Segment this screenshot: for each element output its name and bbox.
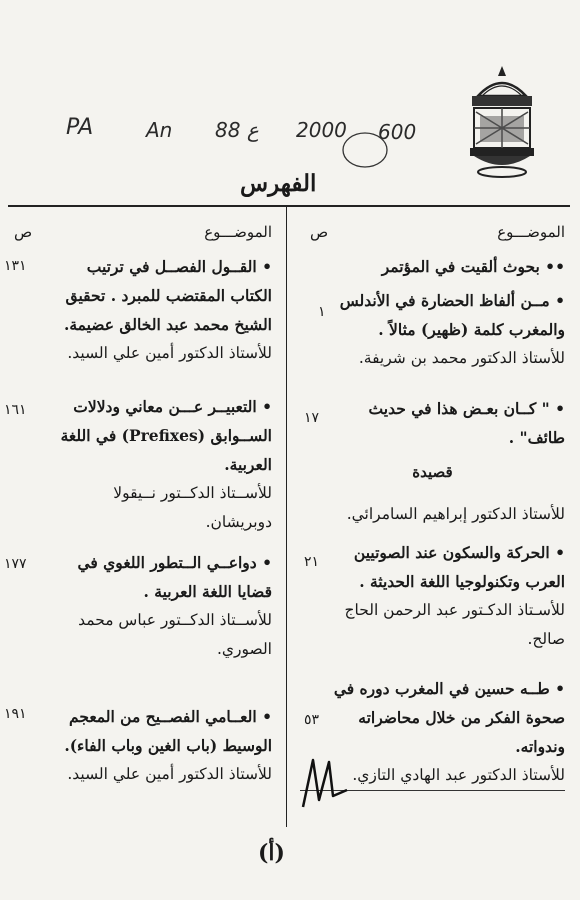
left-page-3: ١٩١ xyxy=(4,706,27,722)
entry-line: للأستاذ الدكتور محمد بن شريفة. xyxy=(358,349,565,367)
entry-line: صحوة الفكر من خلال محاضراته xyxy=(358,708,565,727)
entry-line: • " كــان بعـض هذا في حديث xyxy=(368,399,565,418)
footer-page-number: (أ) xyxy=(258,840,285,866)
entry-line: الشيخ محمد عبد الخالق عضيمة. xyxy=(63,315,272,334)
entry-line: للأستاذ الدكتور إبراهيم السامرائي. xyxy=(346,505,565,523)
right-entry-4 xyxy=(300,538,565,654)
entry-line: • دواعــي الــتطور اللغوي في xyxy=(77,553,272,572)
left-entry-0 xyxy=(10,252,272,368)
entry-line: للأستاذ الدكتور عبد الهادي التازي. xyxy=(300,761,565,791)
right-page-1: ١ xyxy=(318,304,326,320)
left-entry-3 xyxy=(10,702,272,789)
handwritten-circle xyxy=(340,130,390,170)
entry-line: والمغرب كلمة (ظهير) مثالاً . xyxy=(378,320,565,339)
entry-line: صالح. xyxy=(527,630,565,648)
entry-line: للأستاذ الدكتور أمين علي السيد. xyxy=(67,344,272,362)
left-entry-2 xyxy=(10,548,272,664)
entry-line: • الحركة والسكون عند الصوتيين xyxy=(353,543,565,562)
left-page-2: ١٧٧ xyxy=(4,556,27,572)
handwritten-note-2: An xyxy=(146,118,173,142)
entry-line: الكتاب المقتضب للمبرد . تحقيق xyxy=(65,286,272,305)
left-page-0: ١٣١ xyxy=(4,258,27,274)
page-title: الفهرس xyxy=(240,170,317,197)
right-entry-1 xyxy=(300,286,565,373)
left-page-1: ١٦١ xyxy=(4,402,27,418)
entry-line: • القــول الفصــل في ترتيب xyxy=(86,257,272,276)
right-header-topic: الموضـــوع xyxy=(497,223,565,241)
signature-scribble xyxy=(295,752,355,822)
entry-line: للأسـتاذ الدكـتور عبد الرحمن الحاج xyxy=(344,601,565,619)
entry-line: للأستاذ الدكتور أمين علي السيد. xyxy=(67,765,272,783)
entry-line: العرب وتكنولوجيا اللغة الحديثة . xyxy=(359,572,565,591)
entry-line: • مــن ألفاظ الحضارة في الأندلس xyxy=(339,291,565,310)
entry-line: الوسيط (باب الغين وباب الفاء). xyxy=(64,736,272,755)
entry-line: • العــامي الفصــيح من المعجم xyxy=(69,707,272,726)
right-page-5: ٥٣ xyxy=(304,712,320,728)
entry-line: طائف" . xyxy=(508,428,565,447)
left-header-page: ص xyxy=(14,223,33,241)
right-header-page: ص xyxy=(310,223,329,241)
handwritten-note-4: 2000 xyxy=(296,118,347,142)
emblem-logo xyxy=(462,62,542,182)
right-entry-0 xyxy=(300,252,565,281)
entry-line: وندواته. xyxy=(515,737,565,756)
entry-line: •• بحوث ألقيت في المؤتمر xyxy=(381,257,565,276)
entry-line: للأســتاذ الدكــتور نــيقولا xyxy=(113,484,272,502)
right-page-2: ١٧ xyxy=(304,410,320,426)
entry-line: للأســتاذ الدكــتور عباس محمد xyxy=(78,611,272,629)
column-divider xyxy=(286,207,287,827)
left-entry-1 xyxy=(10,392,272,537)
entry-line: • طــه حسين في المغرب دوره في xyxy=(333,679,565,698)
entry-line: دوبريشان. xyxy=(205,513,272,531)
handwritten-note-5: 600 xyxy=(378,120,417,144)
entry-line: • التعبيــر عـــن معاني ودلالات xyxy=(73,397,272,416)
entry-line: الصوري. xyxy=(216,640,272,658)
right-page-4: ٢١ xyxy=(304,554,320,570)
entry-line: العربية. xyxy=(224,455,272,474)
section-heading-poem: قصيدة xyxy=(412,463,453,481)
entry-line: الســوابق (Prefixes) في اللغة xyxy=(60,426,272,445)
handwritten-note-3: 88 ع xyxy=(215,118,259,142)
entry-line: قضايا اللغة العربية . xyxy=(143,582,272,601)
header-rule xyxy=(8,205,570,207)
left-header-topic: الموضـــوع xyxy=(204,223,272,241)
right-entry-3 xyxy=(300,500,565,529)
handwritten-note-1: PA xyxy=(66,115,94,140)
right-entry-2 xyxy=(300,394,565,452)
